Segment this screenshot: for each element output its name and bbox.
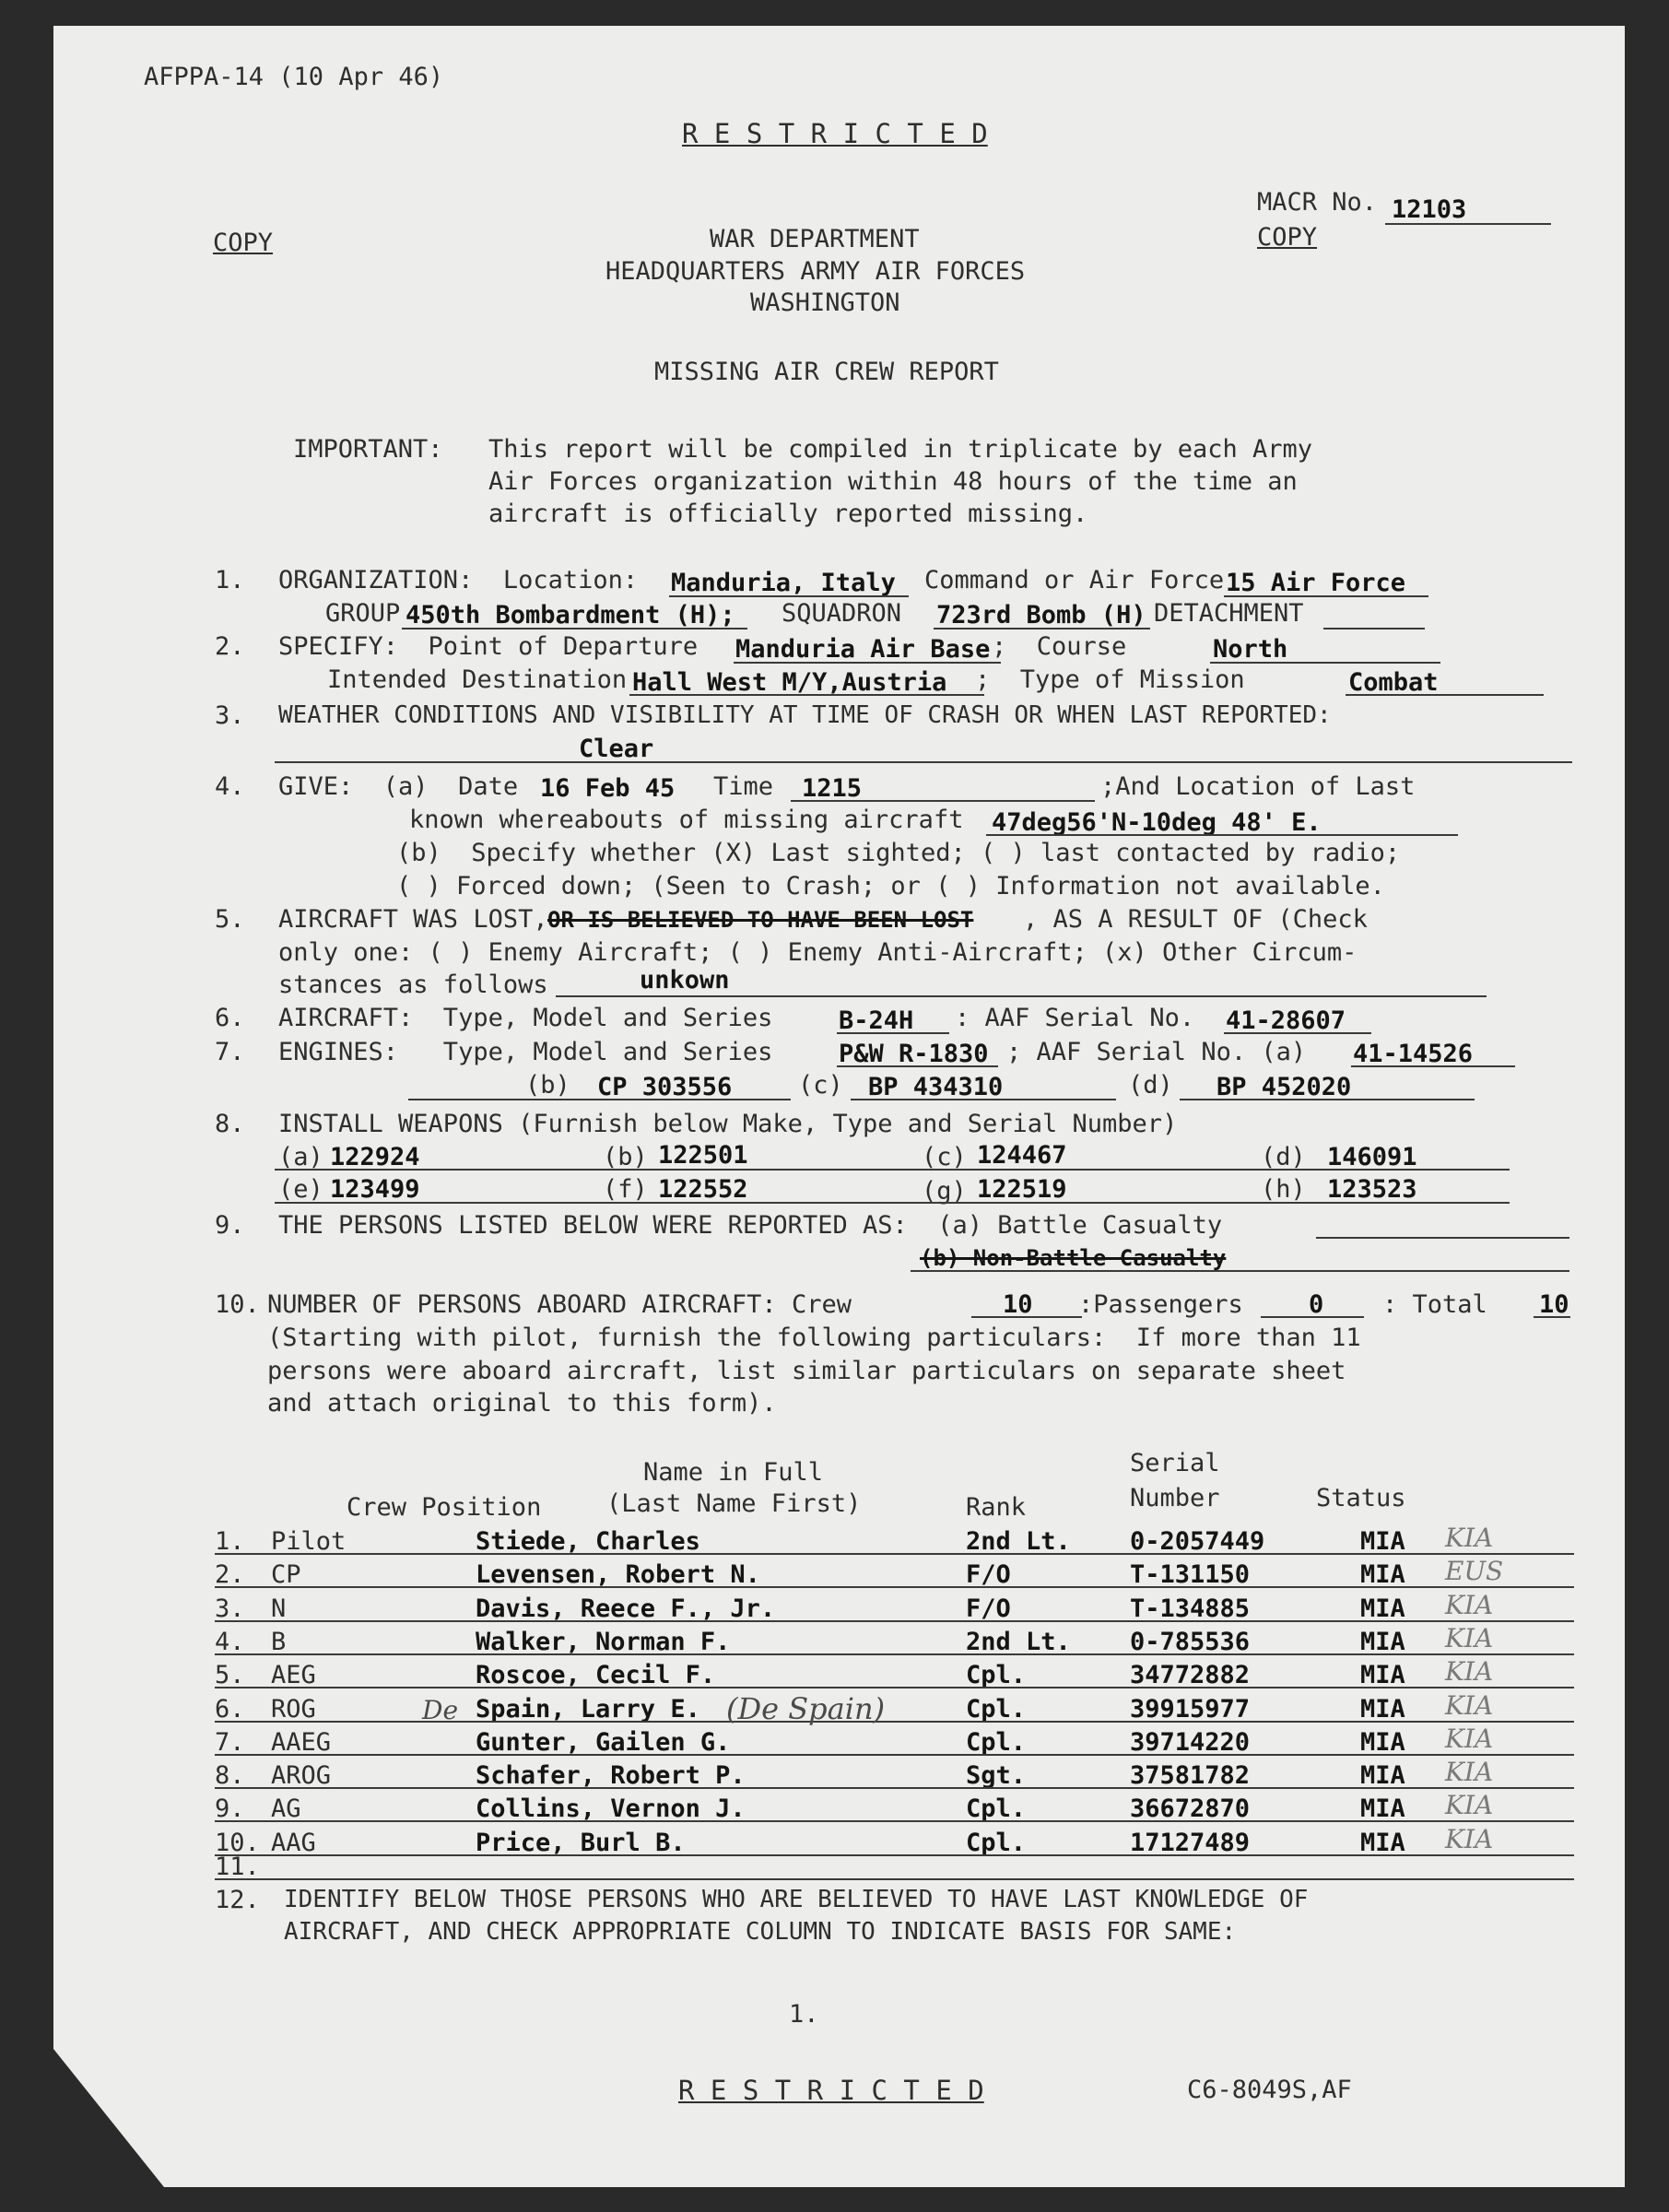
instructions-line-3: and attach original to this form).	[267, 1389, 777, 1418]
fill-line	[911, 1270, 1569, 1272]
crew-serial: 0-2057449	[1130, 1527, 1265, 1556]
crew-position: N	[271, 1594, 287, 1623]
aircraft-type-value: B-24H	[839, 1006, 914, 1035]
instructions-line-2: persons were aboard aircraft, list similar particulars on separate sheet	[267, 1357, 1346, 1385]
crew-num: 4.	[215, 1628, 245, 1656]
crew-serial: T-134885	[1130, 1594, 1251, 1623]
circumstance-value: unkown	[640, 966, 730, 994]
bottom-classification: R E S T R I C T E D	[678, 2075, 984, 2106]
crew-name: Collins, Vernon J.	[476, 1794, 746, 1823]
macr-number: 12103	[1392, 195, 1467, 224]
mission-label: ; Type of Mission	[975, 665, 1245, 694]
instructions-line-1: (Starting with pilot, furnish the following particulars: If more than 11	[267, 1324, 1361, 1352]
weapon-d-label: (d)	[1261, 1143, 1306, 1171]
crew-num: 8.	[215, 1761, 245, 1790]
crew-rank: Cpl.	[966, 1695, 1027, 1724]
course-label: ; Course	[992, 632, 1127, 661]
fill-line	[1323, 628, 1425, 629]
important-line-3: aircraft is officially reported missing.	[488, 500, 1088, 528]
crew-name: Levensen, Robert N.	[476, 1560, 760, 1589]
location-last-label: ;And Location of Last	[1100, 772, 1416, 801]
weapon-f-value: 122552	[658, 1175, 748, 1204]
weapon-g-label: (g)	[922, 1177, 967, 1206]
crew-serial: 0-785536	[1130, 1628, 1251, 1656]
engine-b-value: CP 303556	[597, 1073, 733, 1101]
fill-line	[1224, 1032, 1371, 1034]
crew-serial: 17127489	[1130, 1829, 1251, 1857]
fill-line	[851, 1099, 1116, 1100]
fill-line	[1224, 595, 1428, 597]
item-number: 2.	[215, 632, 245, 661]
weapon-c-value: 124467	[977, 1141, 1067, 1170]
crew-note: KIA	[1445, 1690, 1494, 1721]
crew-note: EUS	[1445, 1556, 1504, 1586]
engines-label: ENGINES: Type, Model and Series	[278, 1038, 773, 1066]
reported-as-label: THE PERSONS LISTED BELOW WERE REPORTED AS: (a) Battle Casualty	[278, 1211, 1223, 1240]
result-label: , AS A RESULT OF (Check	[1023, 905, 1368, 934]
fill-line	[669, 595, 909, 597]
engine-c-label: (c)	[798, 1071, 843, 1100]
crew-name: Schafer, Robert P.	[476, 1761, 746, 1790]
row-line	[215, 1586, 1574, 1588]
crew-status: MIA	[1360, 1761, 1405, 1790]
struck-casualty: (b) Non-Battle Casualty	[920, 1245, 1227, 1271]
item-number: 9.	[215, 1211, 245, 1240]
crew-position: Pilot	[271, 1527, 347, 1556]
crew-num: 7.	[215, 1728, 245, 1757]
weapon-c-label: (c)	[922, 1143, 967, 1171]
crew-status: MIA	[1360, 1728, 1405, 1757]
crew-note: KIA	[1445, 1623, 1494, 1653]
weapon-a-value: 122924	[330, 1143, 420, 1171]
passengers-label: :Passengers	[1078, 1290, 1243, 1319]
weapon-b-value: 122501	[658, 1141, 748, 1170]
crew-serial: 36672870	[1130, 1794, 1251, 1823]
aircraft-label: AIRCRAFT: Type, Model and Series	[278, 1004, 773, 1032]
row-line	[215, 1721, 1574, 1723]
crew-position: B	[271, 1628, 287, 1656]
weapons-label: INSTALL WEAPONS (Furnish below Make, Type and Serial Number)	[278, 1110, 1178, 1138]
header-name-full: Name in Full	[643, 1458, 824, 1487]
identify-line-2: AIRCRAFT, AND CHECK APPROPRIATE COLUMN TO INDICATE BASIS FOR SAME:	[284, 1918, 1237, 1946]
aircraft-serial-label: : AAF Serial No.	[955, 1004, 1195, 1032]
fill-line	[734, 662, 1001, 664]
weapon-a-label: (a)	[278, 1143, 323, 1171]
crew-num: 9.	[215, 1794, 245, 1823]
item-number: 7.	[215, 1038, 245, 1066]
weather-label: WEATHER CONDITIONS AND VISIBILITY AT TIME OF CRASH OR WHEN LAST REPORTED:	[278, 701, 1332, 729]
copy-left: COPY	[213, 229, 274, 257]
weapon-h-label: (h)	[1261, 1175, 1306, 1204]
passenger-count: 0	[1309, 1290, 1324, 1319]
crew-status: MIA	[1360, 1829, 1405, 1857]
coords-value: 47deg56'N-10deg 48' E.	[992, 808, 1322, 837]
form-id: AFPPA-14 (10 Apr 46)	[144, 63, 444, 91]
fill-line	[1180, 1099, 1475, 1100]
crew-rank: 2nd Lt.	[966, 1527, 1071, 1556]
fill-line	[1534, 1316, 1570, 1318]
location-value: Manduria, Italy	[671, 569, 896, 597]
crew-position: AG	[271, 1794, 301, 1823]
top-classification: R E S T R I C T E D	[682, 118, 988, 149]
item-number: 10.	[215, 1290, 260, 1319]
aircraft-serial-value: 41-28607	[1226, 1006, 1346, 1035]
row-line	[215, 1620, 1574, 1622]
page-number: 1.	[789, 2000, 819, 2029]
follows-label: stances as follows	[278, 971, 548, 999]
crew-position: CP	[271, 1560, 301, 1589]
engine-a-value: 41-14526	[1353, 1040, 1474, 1068]
report-page	[53, 26, 1625, 2187]
crew-status: MIA	[1360, 1560, 1405, 1589]
destination-value: Hall West M/Y,Austria	[632, 668, 947, 697]
fill-line	[837, 1032, 949, 1034]
crew-num: 3.	[215, 1594, 245, 1623]
group-value: 450th Bombardment (H);	[405, 601, 735, 629]
detachment-label: DETACHMENT	[1154, 599, 1304, 628]
header-status: Status	[1316, 1484, 1406, 1512]
row-line	[215, 1787, 1574, 1789]
crew-rank: F/O	[966, 1594, 1011, 1623]
important-line-2: Air Forces organization within 48 hours of the time an	[488, 467, 1298, 496]
row-line	[215, 1754, 1574, 1756]
important-line-1: This report will be compiled in triplicate by each Army	[488, 435, 1313, 464]
identify-line-1: IDENTIFY BELOW THOSE PERSONS WHO ARE BELIEVED TO HAVE LAST KNOWLEDGE OF	[284, 1886, 1309, 1913]
crew-position: AAEG	[271, 1728, 332, 1757]
crew-name: Spain, Larry E.	[476, 1695, 700, 1724]
crew-name: Price, Burl B.	[476, 1829, 686, 1857]
crew-rank: Cpl.	[966, 1794, 1027, 1823]
weapon-f-label: (f)	[603, 1175, 648, 1204]
crew-note: KIA	[1445, 1656, 1494, 1687]
row-line	[215, 1854, 1574, 1856]
fill-line	[1316, 1237, 1569, 1239]
crew-num: 2.	[215, 1560, 245, 1589]
persons-aboard-label: NUMBER OF PERSONS ABOARD AIRCRAFT: Crew	[267, 1290, 852, 1319]
crew-note: KIA	[1445, 1590, 1494, 1620]
command-value: 15 Air Force	[1226, 569, 1406, 597]
crew-rank: F/O	[966, 1560, 1011, 1589]
macr-line	[1385, 223, 1551, 225]
crew-name: Roscoe, Cecil F.	[476, 1661, 716, 1689]
weather-value: Clear	[579, 735, 654, 763]
header-serial: Serial	[1130, 1449, 1220, 1477]
weapon-b-label: (b)	[603, 1143, 648, 1171]
crew-note: KIA	[1445, 1790, 1494, 1820]
group-label: GROUP	[325, 599, 401, 628]
header-number: Number	[1130, 1484, 1220, 1512]
dept-heading: WAR DEPARTMENT	[710, 225, 920, 253]
engine-d-value: BP 452020	[1216, 1073, 1352, 1101]
crew-serial: 39714220	[1130, 1728, 1251, 1757]
fill-line	[402, 628, 747, 629]
lost-label: AIRCRAFT WAS LOST,	[278, 905, 548, 934]
fill-line	[275, 1202, 1510, 1204]
crew-position: AROG	[271, 1761, 332, 1790]
row-line	[215, 1687, 1574, 1688]
fill-line	[986, 834, 1458, 836]
fill-line	[1351, 1065, 1515, 1067]
crew-num: 5.	[215, 1661, 245, 1689]
header-crew-position: Crew Position	[347, 1493, 542, 1522]
fill-line	[275, 1169, 1510, 1171]
crew-status: MIA	[1360, 1695, 1405, 1724]
hq-heading: HEADQUARTERS ARMY AIR FORCES	[605, 257, 1026, 286]
give-label: GIVE: (a) Date	[278, 772, 519, 801]
item-number: 3.	[215, 701, 245, 730]
header-rank: Rank	[966, 1493, 1027, 1522]
total-count: 10	[1539, 1290, 1569, 1319]
row-6-prefix: De	[422, 1695, 459, 1725]
item-number: 12.	[215, 1886, 260, 1914]
known-label: known whereabouts of missing aircraft	[409, 806, 964, 834]
crew-position: AEG	[271, 1661, 316, 1689]
crew-name: Stiede, Charles	[476, 1527, 700, 1556]
specify-label: SPECIFY: Point of Departure	[278, 632, 699, 661]
copy-right: COPY	[1257, 223, 1318, 252]
crew-rank: Sgt.	[966, 1761, 1027, 1790]
crew-num: 10.	[215, 1829, 260, 1857]
crew-serial: 39915977	[1130, 1695, 1251, 1724]
fill-line	[934, 628, 1150, 629]
macr-label: MACR No.	[1257, 188, 1378, 217]
crew-status: MIA	[1360, 1594, 1405, 1623]
important-label: IMPORTANT:	[293, 435, 443, 464]
folded-corner	[53, 2049, 164, 2187]
row-line	[215, 1878, 1574, 1880]
crew-name: Gunter, Gailen G.	[476, 1728, 731, 1757]
item-number: 4.	[215, 772, 245, 801]
struck-text: OR IS BELIEVED TO HAVE BEEN LOST	[547, 907, 974, 933]
crew-serial: T-131150	[1130, 1560, 1251, 1589]
fill-line	[791, 800, 1095, 802]
crew-num: 1.	[215, 1527, 245, 1556]
crew-note: KIA	[1445, 1824, 1494, 1854]
item-number: 8.	[215, 1110, 245, 1138]
crew-status: MIA	[1360, 1661, 1405, 1689]
squadron-label: SQUADRON	[782, 599, 902, 628]
date-value: 16 Feb 45	[540, 774, 676, 803]
crew-name: Walker, Norman F.	[476, 1628, 731, 1656]
crew-position: ROG	[271, 1695, 316, 1724]
crew-status: MIA	[1360, 1794, 1405, 1823]
crew-note: KIA	[1445, 1757, 1494, 1787]
squadron-value: 723rd Bomb (H)	[936, 601, 1146, 629]
crew-status: MIA	[1360, 1527, 1405, 1556]
organization-label: ORGANIZATION: Location:	[278, 566, 639, 594]
crew-name: Davis, Reece F., Jr.	[476, 1594, 776, 1623]
sighted-line: (b) Specify whether (X) Last sighted; ( ) last contacted by radio;	[396, 839, 1401, 867]
fill-line	[971, 1316, 1082, 1318]
fill-line	[837, 1065, 998, 1067]
mission-value: Combat	[1348, 668, 1439, 697]
fill-line	[1346, 694, 1544, 696]
engine-d-label: (d)	[1128, 1071, 1173, 1100]
crew-note: KIA	[1445, 1724, 1494, 1754]
engine-c-value: BP 434310	[868, 1073, 1004, 1101]
fill-line	[556, 995, 1487, 997]
fill-line	[275, 761, 1572, 763]
header-last-name-first: (Last Name First)	[606, 1489, 862, 1518]
item-number: 5.	[215, 905, 245, 934]
course-value: North	[1213, 635, 1288, 664]
engine-b-label: (b)	[525, 1071, 570, 1100]
row-6-annotation: (De Spain)	[726, 1691, 886, 1726]
weapon-d-value: 146091	[1327, 1143, 1417, 1171]
crew-rank: Cpl.	[966, 1829, 1027, 1857]
weapon-e-label: (e)	[278, 1175, 323, 1204]
fill-line	[1261, 1316, 1364, 1318]
departure-value: Manduria Air Base	[735, 635, 991, 664]
engine-serial-label: ; AAF Serial No. (a)	[1006, 1038, 1307, 1066]
crew-rank: 2nd Lt.	[966, 1628, 1071, 1656]
crew-count: 10	[1003, 1290, 1033, 1319]
destination-label: Intended Destination	[327, 665, 628, 694]
engine-type-value: P&W R-1830	[839, 1040, 989, 1068]
item-number: 1.	[215, 566, 245, 594]
weapon-g-value: 122519	[977, 1175, 1067, 1204]
item-number: 6.	[215, 1004, 245, 1032]
row-line	[215, 1553, 1574, 1555]
forced-line: ( ) Forced down; (Seen to Crash; or ( ) Information not available.	[396, 872, 1385, 900]
command-label: Command or Air Force	[924, 566, 1225, 594]
city-heading: WASHINGTON	[750, 288, 900, 317]
weapon-h-value: 123523	[1327, 1175, 1417, 1204]
report-title: MISSING AIR CREW REPORT	[654, 358, 999, 386]
fill-line	[629, 694, 984, 696]
crew-rank: Cpl.	[966, 1661, 1027, 1689]
crew-rank: Cpl.	[966, 1728, 1027, 1757]
crew-status: MIA	[1360, 1628, 1405, 1656]
fill-line	[408, 1099, 791, 1100]
crew-position: AAG	[271, 1829, 316, 1857]
form-code: C6-8049S,AF	[1187, 2076, 1352, 2104]
crew-num: 6.	[215, 1695, 245, 1724]
row-11-number: 11.	[215, 1853, 260, 1881]
row-line	[215, 1653, 1574, 1655]
time-label: Time	[713, 772, 774, 801]
fill-line	[1210, 662, 1440, 664]
time-value: 1215	[802, 774, 863, 803]
crew-serial: 37581782	[1130, 1761, 1251, 1790]
row-line	[215, 1820, 1574, 1822]
weapon-e-value: 123499	[330, 1175, 420, 1204]
total-label: : Total	[1382, 1290, 1487, 1319]
crew-note: KIA	[1445, 1523, 1494, 1553]
crew-serial: 34772882	[1130, 1661, 1251, 1689]
circumstances-line: only one: ( ) Enemy Aircraft; ( ) Enemy Anti-Aircraft; (x) Other Circum-	[278, 938, 1358, 967]
